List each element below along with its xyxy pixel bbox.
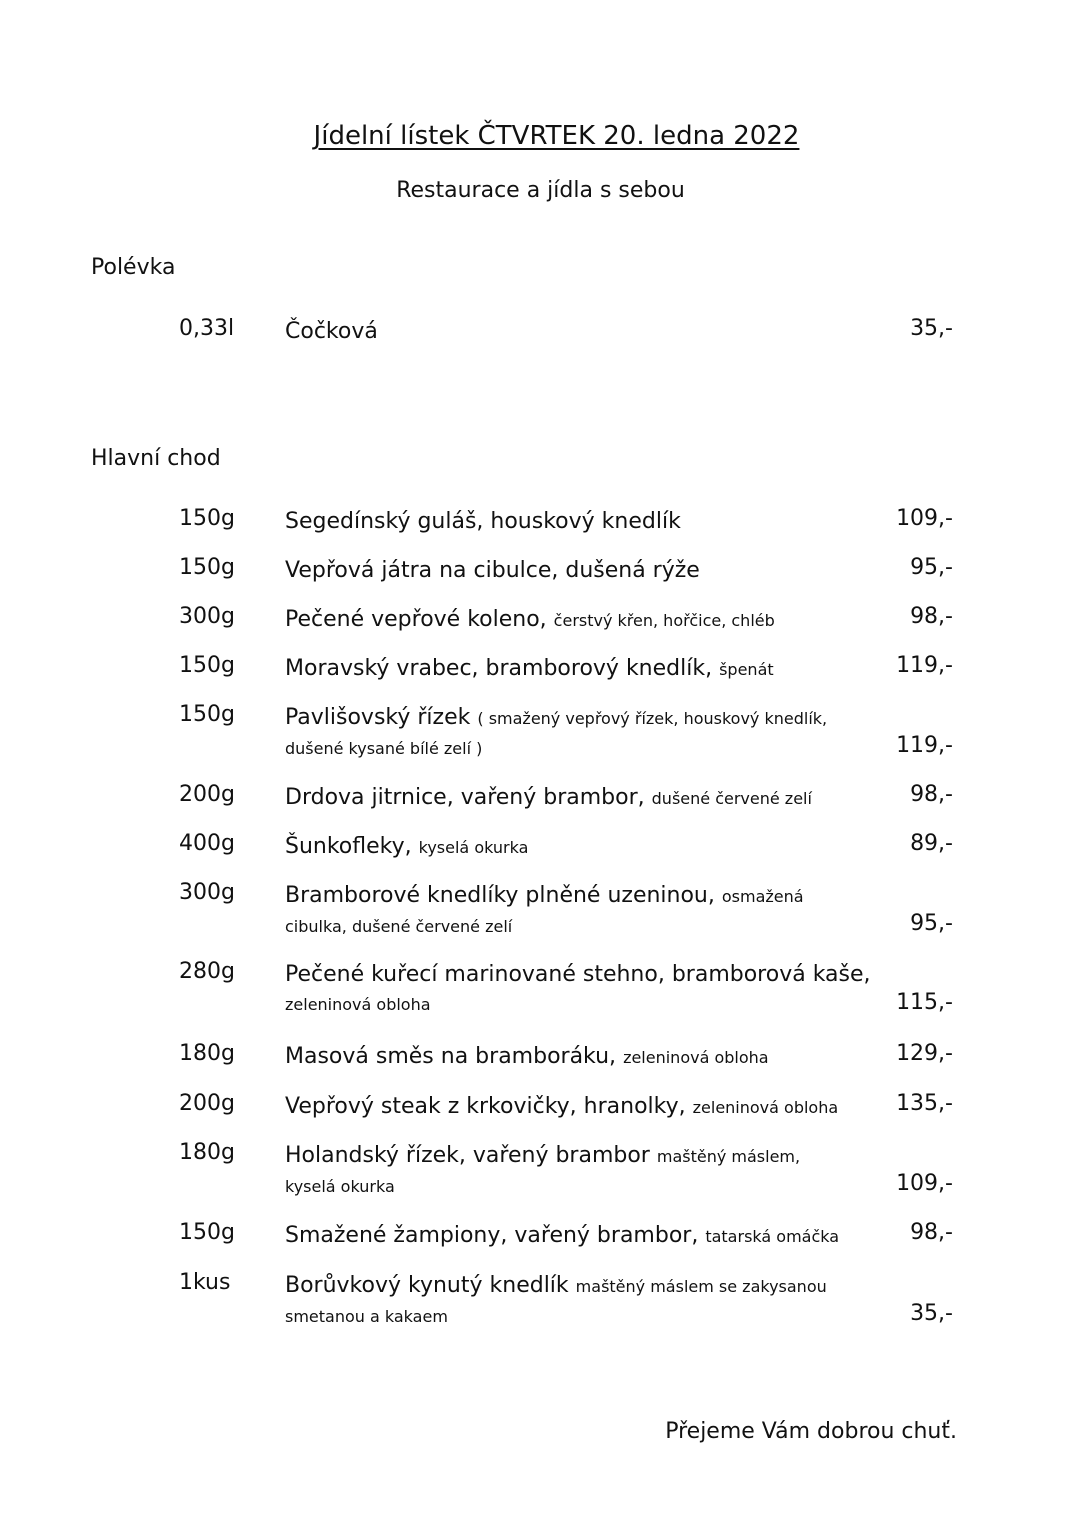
menu-item-description — [285, 831, 897, 863]
menu-item-name: Smažené žampiony, vařený brambor, — [285, 1223, 699, 1248]
menu-item-price: 35,- — [910, 316, 953, 341]
menu-item-price: 98,- — [910, 1220, 953, 1245]
menu-item-note: maštěný máslem, — [656, 1147, 801, 1166]
menu-item-row — [0, 880, 1087, 940]
menu-item-quantity: 150g — [179, 1220, 235, 1245]
menu-item-description — [285, 1140, 897, 1202]
menu-item-description — [285, 1091, 897, 1123]
menu-item-row — [0, 1270, 1087, 1330]
menu-item-note: maštěný máslem se zakysanou — [575, 1277, 827, 1296]
menu-item-description — [285, 555, 897, 586]
menu-item-description — [285, 1220, 897, 1252]
menu-item-quantity: 300g — [179, 604, 235, 629]
menu-item-quantity: 180g — [179, 1140, 235, 1165]
menu-item-note-continued: smetanou a kakaem — [285, 1307, 448, 1326]
menu-item-quantity: 200g — [179, 782, 235, 807]
menu-item-description — [285, 782, 897, 814]
menu-item-note: osmažená — [721, 887, 804, 906]
section-heading-main: Hlavní chod — [91, 446, 221, 471]
menu-item-quantity: 200g — [179, 1091, 235, 1116]
closing-message: Přejeme Vám dobrou chuť. — [665, 1419, 957, 1444]
menu-item-description — [285, 316, 897, 347]
menu-item-name: Drdova jitrnice, vařený brambor, — [285, 785, 645, 810]
menu-item-name: Vepřový steak z krkovičky, hranolky, — [285, 1094, 686, 1119]
menu-item-name: Pečené vepřové koleno, — [285, 607, 547, 632]
menu-item-name: Holandský řízek, vařený brambor — [285, 1143, 650, 1168]
menu-subtitle: Restaurace a jídla s sebou — [396, 178, 685, 203]
menu-item-description — [285, 702, 897, 764]
menu-item-row — [0, 1140, 1087, 1200]
menu-item-name: Moravský vrabec, bramborový knedlík, — [285, 656, 713, 681]
section-heading-soup: Polévka — [91, 255, 176, 280]
menu-item-quantity: 150g — [179, 555, 235, 580]
menu-item-quantity: 150g — [179, 506, 235, 531]
menu-item-note-continued: dušené kysané bílé zelí ) — [285, 739, 483, 758]
menu-item-price: 115,- — [896, 990, 953, 1015]
menu-item-description — [285, 959, 897, 1020]
menu-item-price: 35,- — [910, 1301, 953, 1326]
menu-item-quantity: 1kus — [179, 1270, 231, 1295]
menu-item-description — [285, 1041, 897, 1073]
menu-item-description — [285, 653, 897, 685]
menu-item-price: 98,- — [910, 782, 953, 807]
menu-item-price: 98,- — [910, 604, 953, 629]
menu-item-price: 95,- — [910, 555, 953, 580]
menu-item-description — [285, 1270, 897, 1332]
menu-item-name: Segedínský guláš, houskový knedlík — [285, 509, 681, 534]
menu-item-price: 129,- — [896, 1041, 953, 1066]
menu-item-name: Bramborové knedlíky plněné uzeninou, — [285, 883, 715, 908]
menu-item-quantity: 150g — [179, 653, 235, 678]
menu-item-name: Vepřová játra na cibulce, dušená rýže — [285, 558, 700, 583]
menu-item-note-continued: zeleninová obloha — [285, 995, 431, 1014]
menu-item-name: Šunkofleky, — [285, 834, 412, 859]
menu-item-note: ( smažený vepřový řízek, houskový knedlík, — [477, 709, 828, 728]
menu-item-price: 119,- — [896, 733, 953, 758]
menu-title: Jídelní lístek ČTVRTEK 20. ledna 2022 — [313, 121, 800, 151]
menu-item-description — [285, 880, 897, 942]
menu-item-note: zeleninová obloha — [623, 1048, 769, 1067]
menu-item-name: Borůvkový kynutý knedlík — [285, 1273, 569, 1298]
menu-item-quantity: 300g — [179, 880, 235, 905]
menu-item-note-continued: cibulka, dušené červené zelí — [285, 917, 513, 936]
menu-item-note: zeleninová obloha — [692, 1098, 839, 1117]
menu-item-note: tatarská omáčka — [705, 1227, 840, 1246]
menu-item-price: 109,- — [896, 506, 953, 531]
menu-item-name: Čočková — [285, 319, 378, 344]
menu-item-description — [285, 506, 897, 537]
menu-item-price: 135,- — [896, 1091, 953, 1116]
menu-item-price: 89,- — [910, 831, 953, 856]
menu-item-quantity: 280g — [179, 959, 235, 984]
menu-item-row — [0, 702, 1087, 762]
menu-item-note: špenát — [719, 660, 774, 679]
menu-item-note: čerstvý křen, hořčice, chléb — [553, 611, 775, 630]
menu-item-quantity: 0,33l — [179, 316, 235, 341]
menu-item-row — [0, 959, 1087, 1019]
menu-item-price: 109,- — [896, 1171, 953, 1196]
menu-item-quantity: 400g — [179, 831, 235, 856]
menu-item-name: Pečené kuřecí marinované stehno, bramborová kaše, — [285, 962, 871, 987]
menu-item-name: Pavlišovský řízek — [285, 705, 471, 730]
menu-item-row — [0, 316, 1087, 376]
menu-item-note-continued: kyselá okurka — [285, 1177, 395, 1196]
menu-item-note: dušené červené zelí — [651, 789, 812, 808]
menu-item-price: 95,- — [910, 911, 953, 936]
menu-item-quantity: 180g — [179, 1041, 235, 1066]
menu-item-price: 119,- — [896, 653, 953, 678]
menu-item-name: Masová směs na bramboráku, — [285, 1044, 617, 1069]
menu-item-note: kyselá okurka — [418, 838, 529, 857]
menu-item-description — [285, 604, 897, 636]
menu-item-quantity: 150g — [179, 702, 235, 727]
